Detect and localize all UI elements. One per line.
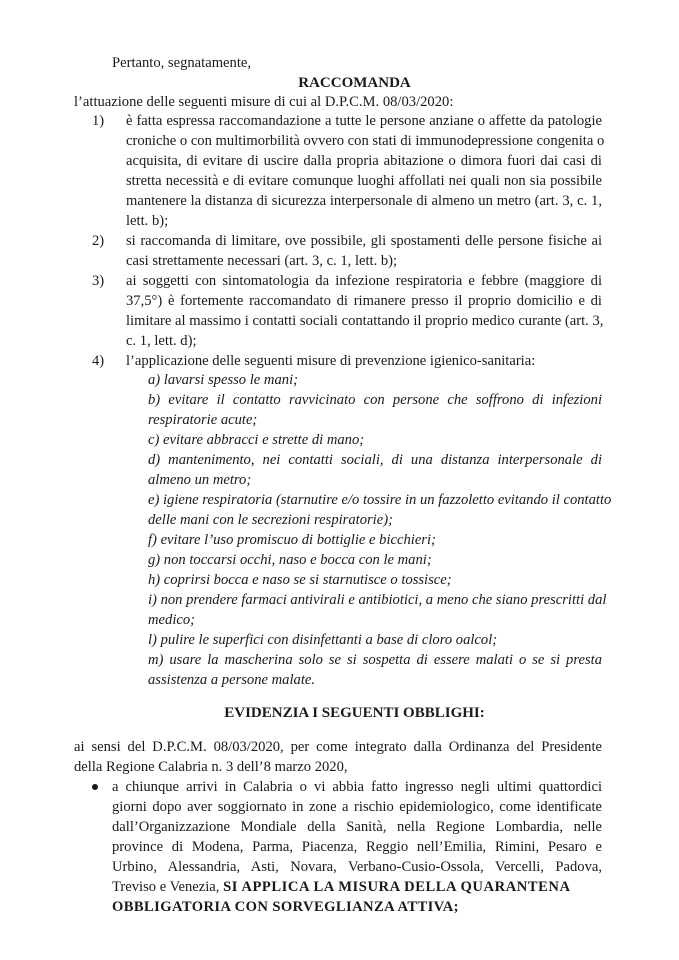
item-line: lett. b); [126,213,169,229]
heading-raccomanda: RACCOMANDA [298,75,411,91]
subitem-line: f) evitare l’uso promiscuo di bottiglie e bicchieri; [148,532,436,548]
obblighi-intro-line: della Regione Calabria n. 3 dell’8 marzo 2020, [74,759,348,775]
item-number: 2) [92,233,105,249]
bullet-line-mixed [112,877,571,897]
subitem-line: assistenza a persone malate. [148,672,316,688]
item-number: 3) [92,273,105,289]
bullet-line-bold: OBBLIGATORIA CON SORVEGLIANZA ATTIVA; [112,899,459,915]
intro-text: Pertanto, segnatamente, [112,55,251,71]
bullet-line: province di Modena, Parma, Piacenza, Reggio nell’Emilia, Rimini, Pesaro e [112,839,602,855]
item-number: 1) [92,113,105,129]
subitem-line: l) pulire le superfici con disinfettanti a base di cloro oalcol; [148,632,498,648]
subitem-line: medico; [148,612,196,628]
item-number: 4) [92,353,105,369]
item-line: limitare al massimo i contatti sociali contattando il proprio medico curante (art. 3, [126,313,604,329]
bullet-line: dall’Organizzazione Mondiale della Sanità, nella Regione Lombardia, nelle [112,819,602,835]
lead-text: l’attuazione delle seguenti misure di cui al D.P.C.M. 08/03/2020: [74,94,454,110]
bullet-line: Urbino, Alessandria, Asti, Novara, Verbano-Cusio-Ossola, Vercelli, Padova, [112,859,602,875]
item-line: si raccomanda di limitare, ove possibile, gli spostamenti delle persone fisiche ai [126,233,602,249]
subitem-line: h) coprirsi bocca e naso se si starnutisce o tossisce; [148,572,452,588]
subitem-line: almeno un metro; [148,472,252,488]
subitem-line: delle mani con le secrezioni respiratorie); [148,512,393,528]
item-line: stretta necessità e di evitare comunque luoghi affollati nei quali non sia possibile [126,173,602,189]
item-line: croniche o con multimorbilità ovvero con stati di immunodepressione congenita o [126,133,605,149]
subitem-line: g) non toccarsi occhi, naso e bocca con le mani; [148,552,432,568]
bullet-text-plain: Treviso e Venezia, [112,879,224,895]
bullet-dot [92,784,98,790]
item-line: c. 1, lett. d); [126,333,197,349]
subitem-line: c) evitare abbracci e strette di mano; [148,432,365,448]
obblighi-intro-line: ai sensi del D.P.C.M. 08/03/2020, per come integrato dalla Ordinanza del Presidente [74,739,602,755]
item-line: è fatta espressa raccomandazione a tutte le persone anziane o affette da patologie [126,113,602,129]
item-line: acquisita, di evitare di uscire dalla propria abitazione o dimora fuori dai casi di [126,153,602,169]
subitem-line: a) lavarsi spesso le mani; [148,372,298,388]
subitem-line: d) mantenimento, nei contatti sociali, di una distanza interpersonale di [148,452,602,468]
subitem-line: i) non prendere farmaci antivirali e antibiotici, a meno che siano prescritti dal [148,592,607,608]
bullet-line: a chiunque arrivi in Calabria o vi abbia fatto ingresso negli ultimi quattordici [112,779,602,795]
item-line: casi strettamente necessari (art. 3, c. 1, lett. b); [126,253,398,269]
subitem-line: respiratorie acute; [148,412,258,428]
heading-obblighi: EVIDENZIA I SEGUENTI OBBLIGHI: [224,705,485,721]
subitem-line: m) usare la mascherina solo se si sospetta di essere malati o se si presta [148,652,602,668]
item-line: l’applicazione delle seguenti misure di prevenzione igienico-sanitaria: [126,353,536,369]
item-line: ai soggetti con sintomatologia da infezione respiratoria e febbre (maggiore di [126,273,602,289]
subitem-line: e) igiene respiratoria (starnutire e/o tossire in un fazzoletto evitando il contatto [148,492,612,508]
item-line: mantenere la distanza di sicurezza interpersonale di almeno un metro (art. 3, c. 1, [126,193,602,209]
item-line: 37,5°) è fortemente raccomandato di rimanere presso il proprio domicilio e di [126,293,602,309]
bullet-text-bold: SI APPLICA LA MISURA DELLA QUARANTENA [223,879,571,895]
subitem-line: b) evitare il contatto ravvicinato con persone che soffrono di infezioni [148,392,602,408]
bullet-line: giorni dopo aver soggiornato in zone a rischio epidemiologico, come identificate [112,799,602,815]
